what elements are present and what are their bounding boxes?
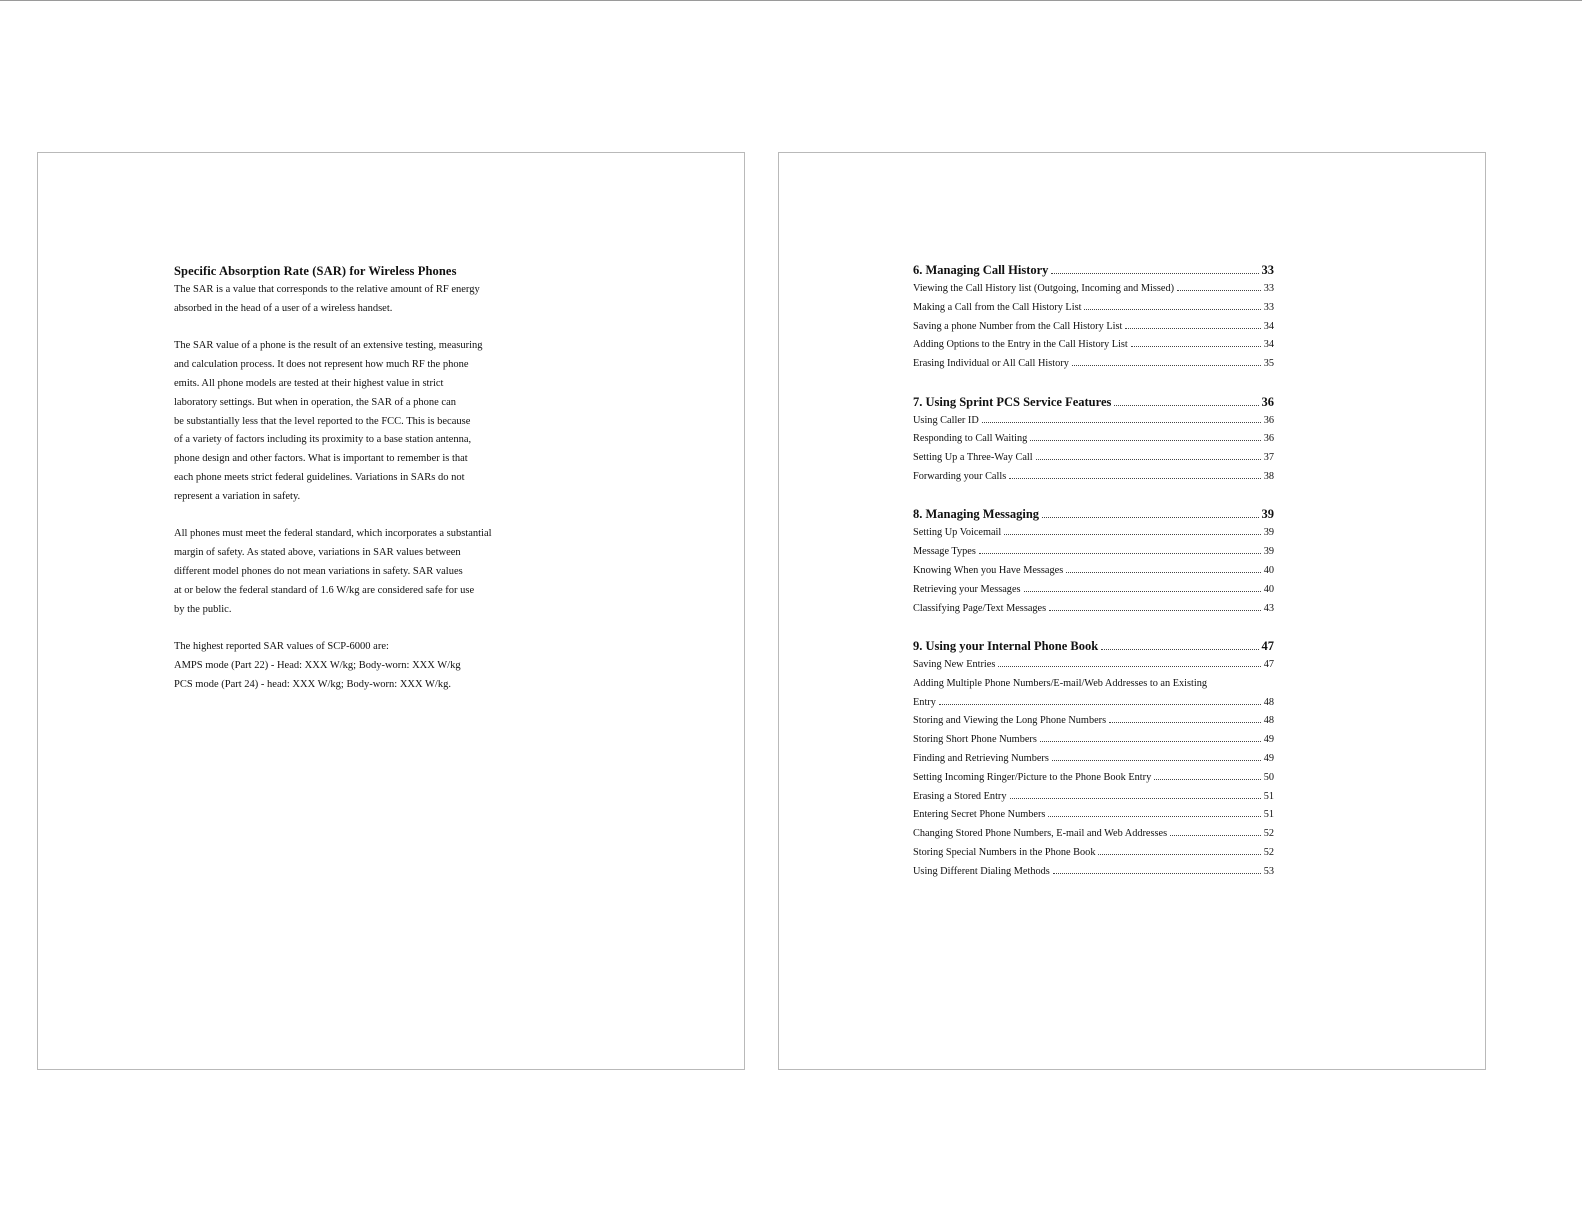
toc-entry xyxy=(913,712,1274,731)
toc-entry xyxy=(913,524,1274,543)
left-page xyxy=(37,152,745,1070)
toc-entry-page: 51 xyxy=(1263,809,1274,821)
toc-entry-text: Retrieving your Messages xyxy=(913,583,1021,595)
paragraph-line: laboratory settings. But when in operation, the SAR of a phone can xyxy=(174,396,456,408)
toc-leader xyxy=(1154,779,1260,780)
toc-entry-page: 50 xyxy=(1263,771,1274,783)
toc-entry-text: Saving New Entries xyxy=(913,658,996,670)
toc-entry xyxy=(913,863,1274,882)
paragraph-line: absorbed in the head of a user of a wireless handset. xyxy=(174,302,393,314)
toc-entry-text: Classifying Page/Text Messages xyxy=(913,602,1047,614)
paragraph-line: All phones must meet the federal standard, which incorporates a substantial xyxy=(174,528,492,540)
toc-entry-text: Storing Special Numbers in the Phone Book xyxy=(913,846,1096,858)
toc-leader xyxy=(1072,365,1261,366)
toc-entry xyxy=(913,769,1274,788)
toc-entry xyxy=(913,806,1274,825)
toc-leader xyxy=(1042,517,1258,518)
toc-leader xyxy=(1040,741,1261,742)
toc-entry xyxy=(913,562,1274,581)
toc-leader xyxy=(1049,610,1261,611)
toc-entry-text: Storing Short Phone Numbers xyxy=(913,734,1037,746)
toc-entry-text: Message Types xyxy=(913,546,976,558)
right-page xyxy=(778,152,1486,1070)
paragraph-line: margin of safety. As stated above, variations in SAR values between xyxy=(174,547,461,559)
toc-entry-page: 33 xyxy=(1263,283,1274,294)
paragraph-line: emits. All phone models are tested at their highest value in strict xyxy=(174,377,444,389)
toc-leader xyxy=(1098,854,1260,855)
toc-section xyxy=(913,505,1274,618)
toc-leader xyxy=(1053,873,1261,874)
toc-entry-page: 52 xyxy=(1263,828,1274,840)
toc-entry-text: Saving a phone Number from the Call History List xyxy=(913,320,1123,332)
toc-entry xyxy=(913,788,1274,807)
toc-leader xyxy=(1036,459,1261,460)
toc-leader xyxy=(979,553,1261,554)
toc-entry-text: Changing Stored Phone Numbers, E-mail and Web Addresses xyxy=(913,828,1168,840)
toc-entry-page: 49 xyxy=(1263,752,1274,764)
toc-heading-title: 6. Managing Call History xyxy=(913,263,1049,277)
toc-leader xyxy=(1101,649,1258,650)
toc-entry-continuation: Entry xyxy=(913,696,936,708)
toc-entry xyxy=(913,600,1274,619)
toc-entry xyxy=(913,844,1274,863)
toc-entry-text: Knowing When you Have Messages xyxy=(913,564,1064,576)
toc-entry xyxy=(913,449,1274,468)
top-divider xyxy=(0,0,1582,1)
paragraph-line: The SAR value of a phone is the result of an extensive testing, measuring xyxy=(174,340,483,352)
toc-heading-page: 47 xyxy=(1261,638,1274,653)
toc-entry xyxy=(913,430,1274,449)
toc-leader xyxy=(1177,290,1261,291)
toc-entry-page: 53 xyxy=(1263,865,1274,877)
paragraph-line: of a variety of factors including its proximity to a base station antenna, xyxy=(174,434,472,446)
toc-leader xyxy=(1125,328,1260,329)
toc-entry-page: 52 xyxy=(1263,846,1274,858)
paragraph-line: and calculation process. It does not represent how much RF the phone xyxy=(174,359,469,371)
toc-leader xyxy=(1004,534,1260,535)
toc-entry-page: 40 xyxy=(1263,583,1274,595)
paragraph-line: each phone meets strict federal guidelines. Variations in SARs do not xyxy=(174,471,465,483)
toc-entry-page: 36 xyxy=(1263,414,1274,426)
toc-heading-title: 9. Using your Internal Phone Book xyxy=(913,638,1099,653)
toc-entry-page: 33 xyxy=(1263,301,1274,313)
table-of-contents xyxy=(913,261,1274,900)
toc-leader xyxy=(1024,591,1261,592)
toc-entry-page: 51 xyxy=(1263,790,1274,802)
toc-entry xyxy=(913,750,1274,769)
toc-entry-text: Erasing a Stored Entry xyxy=(913,790,1007,802)
toc-entry xyxy=(913,731,1274,750)
toc-entry-page: 48 xyxy=(1263,715,1274,727)
toc-section xyxy=(913,261,1274,374)
toc-entry xyxy=(913,656,1274,675)
toc-entry-page: 48 xyxy=(1263,696,1274,708)
toc-entry-page: 37 xyxy=(1263,452,1274,464)
toc-entry-text: Setting Up a Three-Way Call xyxy=(913,452,1033,464)
toc-leader xyxy=(939,704,1261,705)
sar-heading: Specific Absorption Rate (SAR) for Wireless Phones xyxy=(174,264,457,278)
paragraph-line: be substantially less that the level reported to the FCC. This is because xyxy=(174,415,471,427)
toc-entry-text: Responding to Call Waiting xyxy=(913,433,1028,445)
toc-entry-text: Entering Secret Phone Numbers xyxy=(913,809,1046,821)
toc-leader xyxy=(982,422,1261,423)
toc-entry-page: 40 xyxy=(1263,564,1274,576)
toc-heading-page: 33 xyxy=(1261,263,1274,277)
paragraph-line: AMPS mode (Part 22) - Head: XXX W/kg; Body-worn: XXX W/kg xyxy=(174,659,461,671)
toc-section xyxy=(913,393,1274,487)
paragraph-line: different model phones do not mean variations in safety. SAR values xyxy=(174,565,463,577)
toc-leader xyxy=(1048,816,1260,817)
toc-entry-text: Storing and Viewing the Long Phone Numbers xyxy=(913,715,1107,727)
toc-entry-text: Setting Up Voicemail xyxy=(913,527,1002,539)
toc-leader xyxy=(1066,572,1260,573)
sar-paragraph xyxy=(174,337,584,506)
toc-heading-page: 39 xyxy=(1261,507,1274,522)
sar-section xyxy=(174,262,584,713)
toc-heading-title: 7. Using Sprint PCS Service Features xyxy=(913,394,1112,409)
toc-entry-text: Setting Incoming Ringer/Picture to the Phone Book Entry xyxy=(913,771,1152,783)
toc-entry-page: 36 xyxy=(1263,433,1274,445)
toc-leader xyxy=(1170,835,1261,836)
toc-leader xyxy=(1109,722,1261,723)
toc-entry xyxy=(913,581,1274,600)
toc-entry xyxy=(913,299,1274,318)
toc-entry-text: Adding Options to the Entry in the Call History List xyxy=(913,339,1128,351)
toc-entry xyxy=(913,694,1274,713)
toc-entry-page: 39 xyxy=(1263,527,1274,539)
toc-leader xyxy=(1051,273,1258,274)
toc-entry-text: Adding Multiple Phone Numbers/E-mail/Web Addresses to an Existing xyxy=(913,677,1208,689)
paragraph-line: at or below the federal standard of 1.6 W/kg are considered safe for use xyxy=(174,584,475,596)
toc-entry xyxy=(913,336,1274,355)
toc-entry-page: 38 xyxy=(1263,470,1274,482)
toc-entry xyxy=(913,355,1274,374)
sar-paragraph xyxy=(174,281,584,319)
toc-entry xyxy=(913,468,1274,487)
toc-section-heading xyxy=(913,393,1274,412)
toc-leader xyxy=(1084,309,1260,310)
toc-entry xyxy=(913,412,1274,431)
toc-section xyxy=(913,637,1274,882)
toc-leader xyxy=(1131,346,1261,347)
toc-entry xyxy=(913,280,1274,299)
sar-paragraph xyxy=(174,638,584,694)
toc-section-heading xyxy=(913,261,1274,280)
toc-entry-text: Using Different Dialing Methods xyxy=(913,865,1050,877)
toc-entry-page: 34 xyxy=(1263,320,1274,332)
paragraph-line: The SAR is a value that corresponds to the relative amount of RF energy xyxy=(174,284,480,295)
toc-leader xyxy=(998,666,1260,667)
toc-leader xyxy=(1010,798,1261,799)
sar-paragraph xyxy=(174,525,584,619)
toc-entry-page: 43 xyxy=(1263,602,1274,614)
paragraph-line: phone design and other factors. What is important to remember is that xyxy=(174,453,468,465)
toc-entry xyxy=(913,543,1274,562)
toc-entry-page: 34 xyxy=(1263,339,1274,351)
paragraph-line: represent a variation in safety. xyxy=(174,490,301,502)
paragraph-line: PCS mode (Part 24) - head: XXX W/kg; Body-worn: XXX W/kg. xyxy=(174,678,451,690)
toc-leader xyxy=(1030,440,1260,441)
paragraph-line: by the public. xyxy=(174,603,232,615)
toc-heading-page: 36 xyxy=(1261,394,1274,409)
toc-section-heading xyxy=(913,505,1274,524)
toc-entry-text: Using Caller ID xyxy=(913,414,979,426)
toc-leader xyxy=(1114,405,1258,406)
toc-entry-text: Viewing the Call History list (Outgoing, Incoming and Missed) xyxy=(913,283,1175,294)
toc-entry-page: 49 xyxy=(1263,734,1274,746)
paragraph-line: The highest reported SAR values of SCP-6000 are: xyxy=(174,641,389,653)
toc-leader xyxy=(1052,760,1261,761)
toc-entry-page: 47 xyxy=(1263,658,1274,670)
toc-entry-page: 35 xyxy=(1263,358,1274,370)
toc-entry xyxy=(913,825,1274,844)
toc-entry-text: Erasing Individual or All Call History xyxy=(913,358,1069,370)
toc-leader xyxy=(1009,478,1260,479)
toc-entry-text: Forwarding your Calls xyxy=(913,470,1007,482)
toc-entry-text: Finding and Retrieving Numbers xyxy=(913,752,1049,764)
toc-entry-text: Making a Call from the Call History List xyxy=(913,301,1082,313)
toc-section-heading xyxy=(913,637,1274,656)
toc-heading-title: 8. Managing Messaging xyxy=(913,507,1040,522)
sar-paragraphs xyxy=(174,281,584,695)
toc-entry-page: 39 xyxy=(1263,546,1274,558)
toc-entry xyxy=(913,318,1274,337)
